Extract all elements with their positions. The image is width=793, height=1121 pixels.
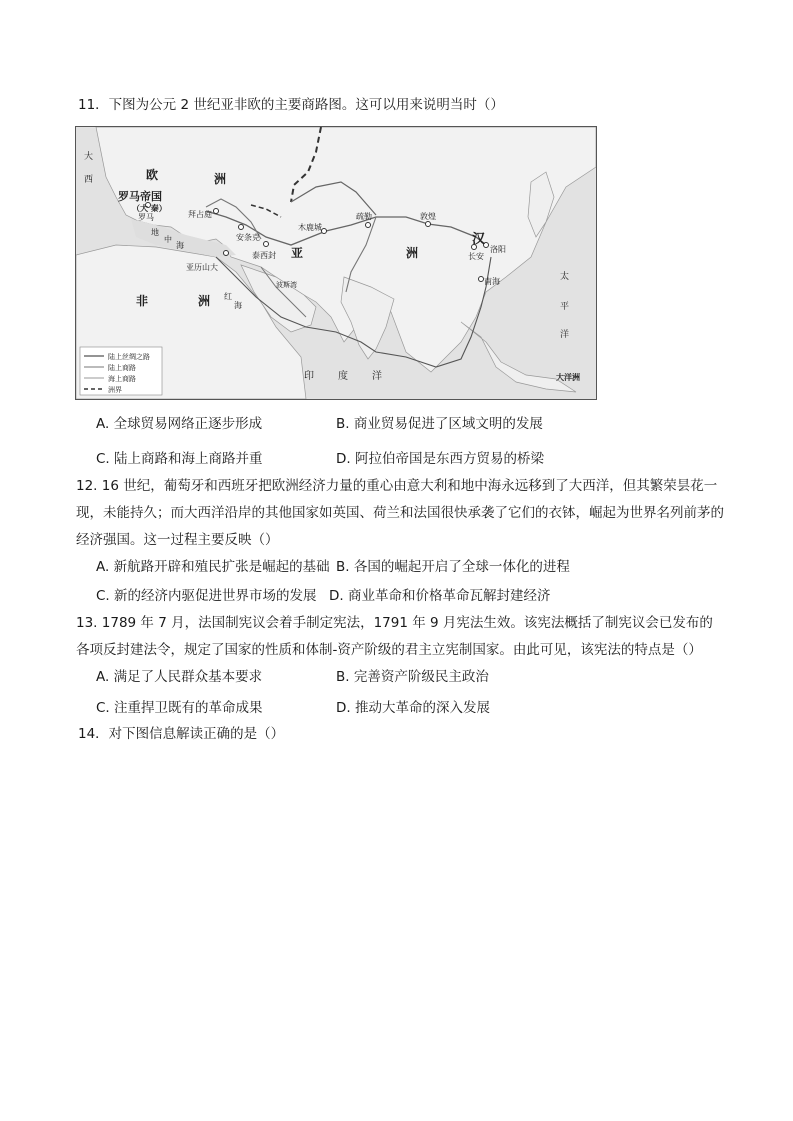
map-label-zhou3: 洲 bbox=[198, 294, 211, 308]
map-place-luoyang: 洛阳 bbox=[490, 245, 506, 254]
map-label-eu: 欧 bbox=[146, 168, 159, 182]
map-place-rome: 罗马 bbox=[138, 213, 154, 222]
map-legend bbox=[80, 347, 162, 395]
map-place-dunhuang: 敦煌 bbox=[420, 212, 436, 221]
map-label-empire: 罗马帝国 bbox=[118, 190, 162, 203]
q13-option-a[interactable]: A. 满足了人民群众基本要求 bbox=[96, 669, 263, 685]
map-sea-persian-gulf: 波斯湾 bbox=[276, 281, 297, 289]
q11-option-c[interactable]: C. 陆上商路和海上商路并重 bbox=[96, 451, 263, 467]
map-label-empire-sub: （大 秦） bbox=[132, 204, 167, 213]
q11-option-d[interactable]: D. 阿拉伯帝国是东西方贸易的桥梁 bbox=[336, 451, 544, 467]
q13-option-d[interactable]: D. 推动大革命的深入发展 bbox=[336, 700, 490, 716]
map-label-fei: 非 bbox=[136, 294, 149, 308]
map-label-zhou2: 洲 bbox=[406, 246, 419, 260]
map-place-changan: 长安 bbox=[468, 252, 484, 261]
map-label-zhou1: 洲 bbox=[214, 172, 227, 186]
q11-option-b[interactable]: B. 商业贸易促进了区域文明的发展 bbox=[336, 416, 543, 432]
map-sea-hong: 红 bbox=[224, 292, 232, 301]
map-sea-xi: 西 bbox=[84, 175, 94, 185]
map-label-han: 汉 bbox=[472, 232, 486, 247]
question-11-stem: 11．下图为公元 2 世纪亚非欧的主要商路图。这可以用来说明当时（） bbox=[78, 97, 504, 113]
map-place-kashgar: 疏勒 bbox=[356, 212, 372, 221]
map-place-alexandria: 亚历山大 bbox=[186, 263, 218, 272]
map-place-merv: 木鹿城 bbox=[298, 223, 322, 232]
map-sea-du: 度 bbox=[338, 371, 348, 382]
map-place-ctesiphon: 泰西封 bbox=[252, 251, 276, 260]
legend-boundary: 洲界 bbox=[108, 386, 122, 394]
map-sea-hai: 海 bbox=[176, 241, 184, 250]
question-12-stem: 12. 16 世纪，葡萄牙和西班牙把欧洲经济力量的重心由意大利和地中海永远移到了大西洋，但其繁荣昙花一现，未能持久；而大西洋沿岸的其他国家如英国、荷兰和法国很快承袭了它们的衣钵，崛起为世界名列前茅的经济强国。这一过程主要反映（） bbox=[76, 478, 724, 548]
legend-silk-road: 陆上丝绸之路 bbox=[108, 353, 150, 361]
map-sea-yin: 印 bbox=[304, 371, 314, 382]
map-sea-da: 大 bbox=[84, 152, 94, 162]
map-sea-ping: 平 bbox=[560, 302, 570, 312]
trade-route-map bbox=[75, 126, 597, 400]
map-label-ya: 亚 bbox=[291, 246, 304, 260]
q12-option-d[interactable]: D. 商业革命和价格革命瓦解封建经济 bbox=[329, 588, 551, 604]
map-place-nanhai: 南海 bbox=[484, 277, 500, 286]
q12-option-c[interactable]: C. 新的经济内驱促进世界市场的发展 bbox=[96, 588, 317, 604]
q12-option-b[interactable]: B. 各国的崛起开启了全球一体化的进程 bbox=[336, 559, 570, 575]
q11-option-a[interactable]: A. 全球贸易网络正逐步形成 bbox=[96, 416, 263, 432]
map-place-byzantium: 拜占庭 bbox=[188, 210, 212, 219]
map-sea-tai: 太 bbox=[560, 272, 570, 282]
map-place-antioch: 安条克 bbox=[236, 233, 260, 242]
map-sea-yang: 洋 bbox=[372, 371, 382, 382]
map-sea-di: 地 bbox=[151, 228, 159, 237]
map-sea-hai2: 海 bbox=[234, 301, 242, 310]
legend-sea-route: 海上商路 bbox=[108, 375, 136, 383]
q13-option-b[interactable]: B. 完善资产阶级民主政治 bbox=[336, 669, 489, 685]
map-sea-yang2: 洋 bbox=[560, 330, 570, 340]
map-oceania: 大洋洲 bbox=[556, 373, 580, 382]
question-14-stem: 14．对下图信息解读正确的是（） bbox=[78, 726, 285, 742]
q13-option-c[interactable]: C. 注重捍卫既有的革命成果 bbox=[96, 700, 263, 716]
question-13-stem: 13. 1789 年 7 月，法国制宪议会着手制定宪法，1791 年 9 月宪法生效。该宪法概括了制宪议会已发布的各项反封建法令，规定了国家的性质和体制-资产阶级的君主立宪制国家。由此可见，该宪法的特点是（） bbox=[76, 615, 713, 658]
map-sea-zhong: 中 bbox=[164, 235, 172, 244]
q12-option-a[interactable]: A. 新航路开辟和殖民扩张是崛起的基础 bbox=[96, 559, 330, 575]
legend-land-route: 陆上商路 bbox=[108, 364, 136, 372]
